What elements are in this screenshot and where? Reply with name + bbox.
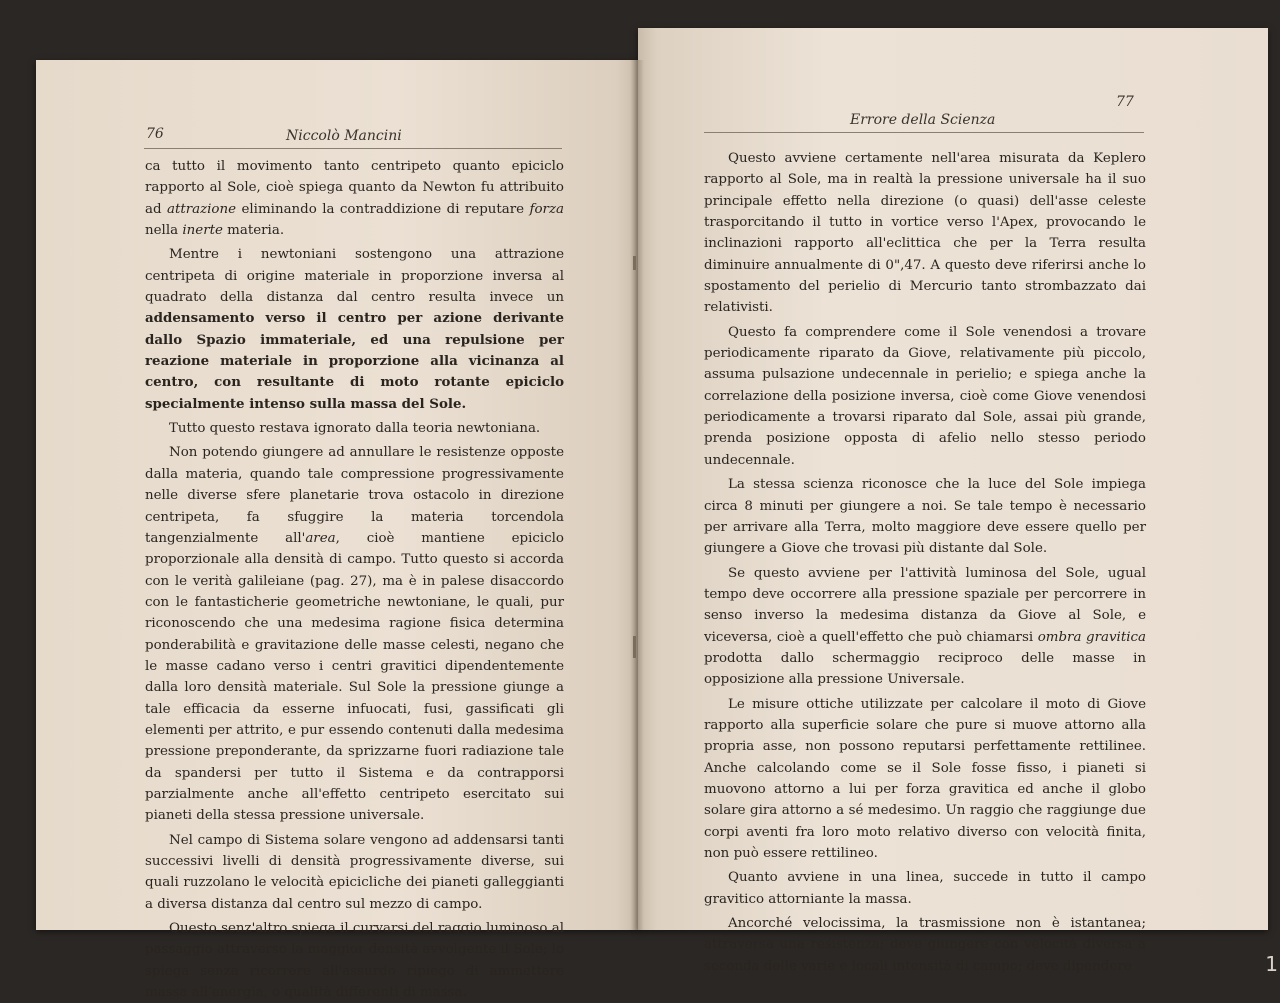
- text-run: La stessa scienza riconosce che la luce del Sole impiega circa 8 minuti per giungere a noi. Se tale tempo è necessario per arrivare alla Terra, molto maggiore deve essere quello per giungere a Giove che trovasi più distante dal Sole.: [704, 477, 1146, 557]
- paragraph: [145, 156, 564, 241]
- text-run: Quanto avviene in una linea, succede in tutto il campo gravitico attorniante la massa.: [704, 870, 1146, 907]
- italic-text: ombra gravitica: [1037, 629, 1146, 645]
- paragraph: [704, 694, 1146, 865]
- running-head-right: Errore della Scienza: [850, 112, 996, 128]
- left-page: [36, 60, 640, 1001]
- right-page: [638, 28, 1268, 974]
- paragraph: [704, 148, 1146, 319]
- binding-stitch: [633, 636, 636, 658]
- book-gutter: [630, 60, 644, 930]
- paragraph: [145, 442, 564, 826]
- text-run: Questo fa comprendere come il Sole venendosi a trovare periodicamente riparato da Giove, relativamente più piccolo, assuma pulsazione undecennale in perielio; e spiega anche la correlazione della posizione inversa, cioè come Giove venendosi periodicamente a trovarsi riparato dal Sole, assai più grande, prenda posizione opposta di afelio nello stesso periodo undecennale.: [704, 324, 1146, 468]
- text-run: Mentre i newtoniani sostengono una attrazione centripeta di origine materiale in proporzione inversa al quadrato della distanza dal centro resulta invece un: [145, 247, 564, 306]
- text-run: nella: [145, 223, 183, 239]
- paragraph: [704, 913, 1146, 977]
- text-run: ca tutto il movimento tanto centripeto quanto epiciclo rapporto al Sole, cioè spiega quanto da Newton fu attribuito ad: [145, 159, 564, 217]
- text-run: Tutto questo restava ignorato dalla teoria newtoniana.: [169, 421, 541, 437]
- corner-mark: 1: [1265, 952, 1278, 976]
- running-head-left: Niccolò Mancini: [286, 128, 402, 144]
- italic-text: area: [305, 530, 336, 546]
- italic-text: inerte: [182, 223, 223, 239]
- header-rule-left: [144, 148, 562, 149]
- page-number-left: 76: [146, 126, 164, 142]
- left-page-body: [145, 156, 564, 1003]
- text-run: , cioè mantiene epiciclo proporzionale alla densità di campo. Tutto questo si accorda con le verità galileiane (pag. 27), ma è in palese disaccordo con le fantasticherie geometriche newtoniane, le quali, pur riconoscendo che una medesima ragione fisica determina ponderabilità e gravitazione delle masse celesti, negano che le masse cadano verso i centri gravitici dipendentemente dalla loro densità materiale. Sul Sole la pressione giunge a tale efficacia da esserne infuocati, fusi, gassificati gli elementi per attrito, e pur essendo contenuti dalla medesima pressione preponderante, da sprizzarne fuori radiazione tale da spandersi per tutto il Sistema e da contrapporsi parzialmente anche all'effetto centripeto esercitato sui pianeti della stessa pressione universale.: [145, 530, 564, 824]
- paragraph: [145, 244, 564, 415]
- text-run: Questo senz'altro spiega il curvarsi del raggio luminoso al passaggio attraverso la maggior densità avvolgente il Sole; lo spiega senza ricorrere all'assurdo ripiego di ammettere massa all'energia, o qualità differenti di massa.: [145, 921, 565, 1001]
- text-run: prodotta dallo schermaggio reciproco delle masse in opposizione alla pressione Universale.: [704, 650, 1146, 688]
- text-run: Non potendo giungere ad annullare le resistenze opposte dalla materia, quando tale compressione progressivamente nelle diverse sfere planetarie trova ostacolo in direzione centripeta, fa sfuggire la materia torcendola tangenzialmente all': [145, 445, 564, 546]
- paragraph: [704, 474, 1146, 559]
- paragraph: [704, 867, 1146, 910]
- paragraph: [704, 563, 1146, 691]
- header-rule-right: [704, 132, 1144, 133]
- right-page-body: [704, 148, 1146, 977]
- binding-stitch: [633, 256, 636, 270]
- italic-text: attrazione: [166, 201, 237, 217]
- text-run: Questo avviene certamente nell'area misurata da Keplero rapporto al Sole, ma in realtà la pressione universale ha il suo principale effetto nella direzione (o quasi) dell'asse celeste trasporcitando il tutto in vortice verso l'Apex, provocando le inclinazioni rapporto all'eclittica che per la Terra resulta diminuire annualmente di 0",47. A questo deve riferirsi anche lo spostamento del perielio di Mercurio tanto strombazzato dai relativisti.: [704, 151, 1146, 316]
- italic-text: forza: [529, 201, 564, 217]
- text-run: Ancorché velocissima, la trasmissione non è istantanea; attraversa una resistenza; deve giungere con velocità diversa a seconda delle varie e locali intensità di campo; deve dipendere: [704, 916, 1146, 974]
- bold-text: addensamento verso il centro per azione derivante dallo Spazio immateriale, ed una repulsione per reazione materiale in proporzione alla vicinanza al centro, con resultante di moto rotante epiciclo specialmente intenso sulla massa del Sole.: [145, 310, 564, 412]
- paragraph: [145, 830, 564, 915]
- paragraph: [704, 322, 1146, 471]
- text-run: materia.: [222, 223, 285, 239]
- text-run: eliminando la contraddizione di reputare: [236, 201, 530, 217]
- paragraph: [145, 418, 564, 439]
- text-run: Nel campo di Sistema solare vengono ad addensarsi tanti successivi livelli di densità progressivamente diverse, sui quali ruzzolano le velocità epicicliche dei pianeti galleggianti a diversa distanza dal centro sul mezzo di campo.: [145, 832, 564, 912]
- paragraph: [145, 918, 564, 1003]
- text-run: Le misure ottiche utilizzate per calcolare il moto di Giove rapporto alla superficie solare che pure si muove attorno alla propria asse, non possono reputarsi perfettamente rettilinee. Anche calcolando come se il Sole fosse fisso, i pianeti si muovono attorno a lui per forza gravitica ed anche il globo solare gira attorno a sé medesimo. Un raggio che raggiunge due corpi aventi fra loro moto relativo diverso con velocità finita, non può essere rettilineo.: [704, 696, 1146, 861]
- text-run: Se questo avviene per l'attività luminosa del Sole, ugual tempo deve occorrere alla pressione spaziale per percorrere in senso inverso la medesima distanza da Giove al Sole, e viceversa, cioè a quell'effetto che può chiamarsi: [704, 565, 1146, 645]
- page-number-right: 77: [1116, 94, 1134, 110]
